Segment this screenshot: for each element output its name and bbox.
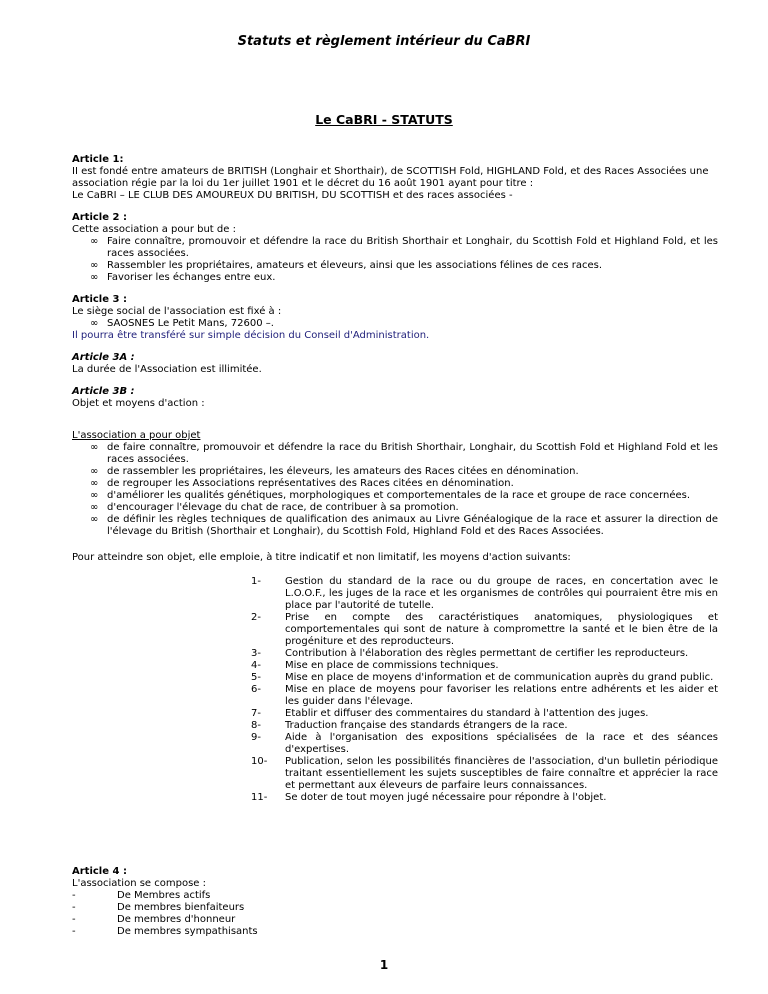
list-item: 7- Etablir et diffuser des commentaires du standard à l'attention des juges.: [251, 708, 649, 719]
article-2-list: [72, 236, 718, 284]
article-3b-object: [72, 430, 718, 538]
article-3a-title: Article 3A :: [72, 352, 135, 363]
article-4: [72, 866, 718, 938]
dash-icon: -: [72, 890, 76, 901]
bullet-icon: ∞: [90, 318, 99, 329]
article-3b-text: Objet et moyens d'action :: [72, 398, 205, 409]
article-2-title: Article 2 :: [72, 212, 127, 223]
article-3a: [72, 352, 718, 376]
article-3b: [72, 386, 718, 410]
article-1-line: Le CaBRI – LE CLUB DES AMOUREUX DU BRITISH, DU SCOTTISH et des races associées -: [72, 190, 513, 201]
bullet-icon: ∞: [90, 514, 99, 525]
list-item: 4- Mise en place de commissions techniques.: [251, 660, 499, 671]
list-item: 6- Mise en place de moyens pour favoriser les relations entre adhérents et les aider et les guider dans l'élevage.: [251, 684, 718, 707]
list-item: ∞ Favoriser les échanges entre eux.: [90, 272, 276, 283]
dash-icon: -: [72, 902, 76, 913]
article-4-intro: L'association se compose :: [72, 878, 206, 889]
bullet-icon: ∞: [90, 442, 99, 453]
article-3: [72, 294, 718, 342]
bullet-icon: ∞: [90, 466, 99, 477]
object-list: [72, 442, 718, 538]
list-item: - De Membres actifs: [72, 890, 211, 901]
article-4-title: Article 4 :: [72, 866, 127, 877]
bullet-icon: ∞: [90, 502, 99, 513]
article-3b-means: [72, 552, 718, 804]
article-1-title: Article 1:: [72, 154, 124, 165]
article-1: [72, 154, 718, 202]
list-item: - De membres bienfaiteurs: [72, 902, 245, 913]
running-header: Statuts et règlement intérieur du CaBRI: [237, 34, 531, 49]
bullet-icon: ∞: [90, 478, 99, 489]
list-item: ∞ de rassembler les propriétaires, les éleveurs, les amateurs des Races citées en dénomination.: [90, 466, 579, 477]
document-body: [72, 154, 718, 948]
bullet-icon: ∞: [90, 490, 99, 501]
article-1-line: II est fondé entre amateurs de BRITISH (Longhair et Shorthair), de SCOTTISH Fold, HIGHLAND Fold, et des Races Associées une association régie par la loi du 1er juillet 1901 et le décret du 16 août 1901 ayant pour titre :: [72, 166, 709, 189]
bullet-icon: ∞: [90, 260, 99, 271]
list-item: ∞ SAOSNES Le Petit Mans, 72600 –.: [90, 318, 274, 329]
list-item: ∞ de définir les règles techniques de qualification des animaux au Livre Généalogique de la race et assurer la direction de l'élevage du British (Shorthair et Longhair), du Scottish Fold, Highland Fold et des Races Associées.: [90, 514, 718, 537]
list-item: ∞ Faire connaître, promouvoir et défendre la race du British Shorthair et Longhair, du Scottish Fold et Highland Fold, et les races associées.: [90, 236, 718, 259]
list-item: 2- Prise en compte des caractéristiques anatomiques, physiologiques et comportementales qui sont de nature à compromettre la santé et le bien être de la progéniture et des reproducteurs.: [251, 612, 718, 647]
article-3a-text: La durée de l'Association est illimitée.: [72, 364, 262, 375]
object-heading: L'association a pour objet: [72, 430, 201, 441]
list-item: ∞ de faire connaître, promouvoir et défendre la race du British Shorthair, Longhair, du Scottish Fold et Highland Fold et les races associées.: [90, 442, 718, 465]
article-4-list: [72, 890, 718, 938]
means-intro: Pour atteindre son objet, elle emploie, à titre indicatif et non limitatif, les moyens d'action suivants:: [72, 552, 571, 563]
means-list: [72, 576, 718, 804]
article-3b-title: Article 3B :: [72, 386, 135, 397]
article-3-list: [72, 318, 718, 330]
page-number: 1: [379, 958, 389, 972]
list-item: ∞ de regrouper les Associations représentatives des Races citées en dénomination.: [90, 478, 514, 489]
article-3-note: Il pourra être transféré sur simple décision du Conseil d'Administration.: [72, 330, 430, 341]
list-item: ∞ d'améliorer les qualités génétiques, morphologiques et comportementales de la race et groupe de race concernées.: [90, 490, 691, 501]
list-item: 3- Contribution à l'élaboration des règles permettant de certifier les reproducteurs.: [251, 648, 689, 659]
list-item: - De membres sympathisants: [72, 926, 258, 937]
document-title: Le CaBRI - STATUTS: [315, 112, 453, 127]
list-item: - De membres d'honneur: [72, 914, 236, 925]
dash-icon: -: [72, 926, 76, 937]
dash-icon: -: [72, 914, 76, 925]
list-item: ∞ d'encourager l'élevage du chat de race, de contribuer à sa promotion.: [90, 502, 459, 513]
list-item: 9- Aide à l'organisation des expositions spécialisées de la race et des séances d'expertises.: [251, 732, 718, 755]
article-3-title: Article 3 :: [72, 294, 127, 305]
article-3-intro: Le siège social de l'association est fixé à :: [72, 306, 282, 317]
bullet-icon: ∞: [90, 272, 99, 283]
article-2-intro: Cette association a pour but de :: [72, 224, 236, 235]
list-item: ∞ Rassembler les propriétaires, amateurs et éleveurs, ainsi que les associations félines de ces races.: [90, 260, 603, 271]
bullet-icon: ∞: [90, 236, 99, 247]
list-item: 10- Publication, selon les possibilités financières de l'association, d'un bulletin périodique traitant essentiellement les sujets susceptibles de faire connaître et apprécier la race et permettant aux éleveurs de parfaire leurs connaissances.: [251, 756, 718, 791]
list-item: 8- Traduction française des standards étrangers de la race.: [251, 720, 568, 731]
list-item: 1- Gestion du standard de la race ou du groupe de races, en concertation avec le L.O.O.F., les juges de la race et les organismes de contrôles qui pourraient être mis en place par l'autorité de tutelle.: [251, 576, 718, 611]
list-item: 5- Mise en place de moyens d'information et de communication auprès du grand public.: [251, 672, 714, 683]
list-item: 11- Se doter de tout moyen jugé nécessaire pour répondre à l'objet.: [251, 792, 607, 803]
article-2: [72, 212, 718, 284]
